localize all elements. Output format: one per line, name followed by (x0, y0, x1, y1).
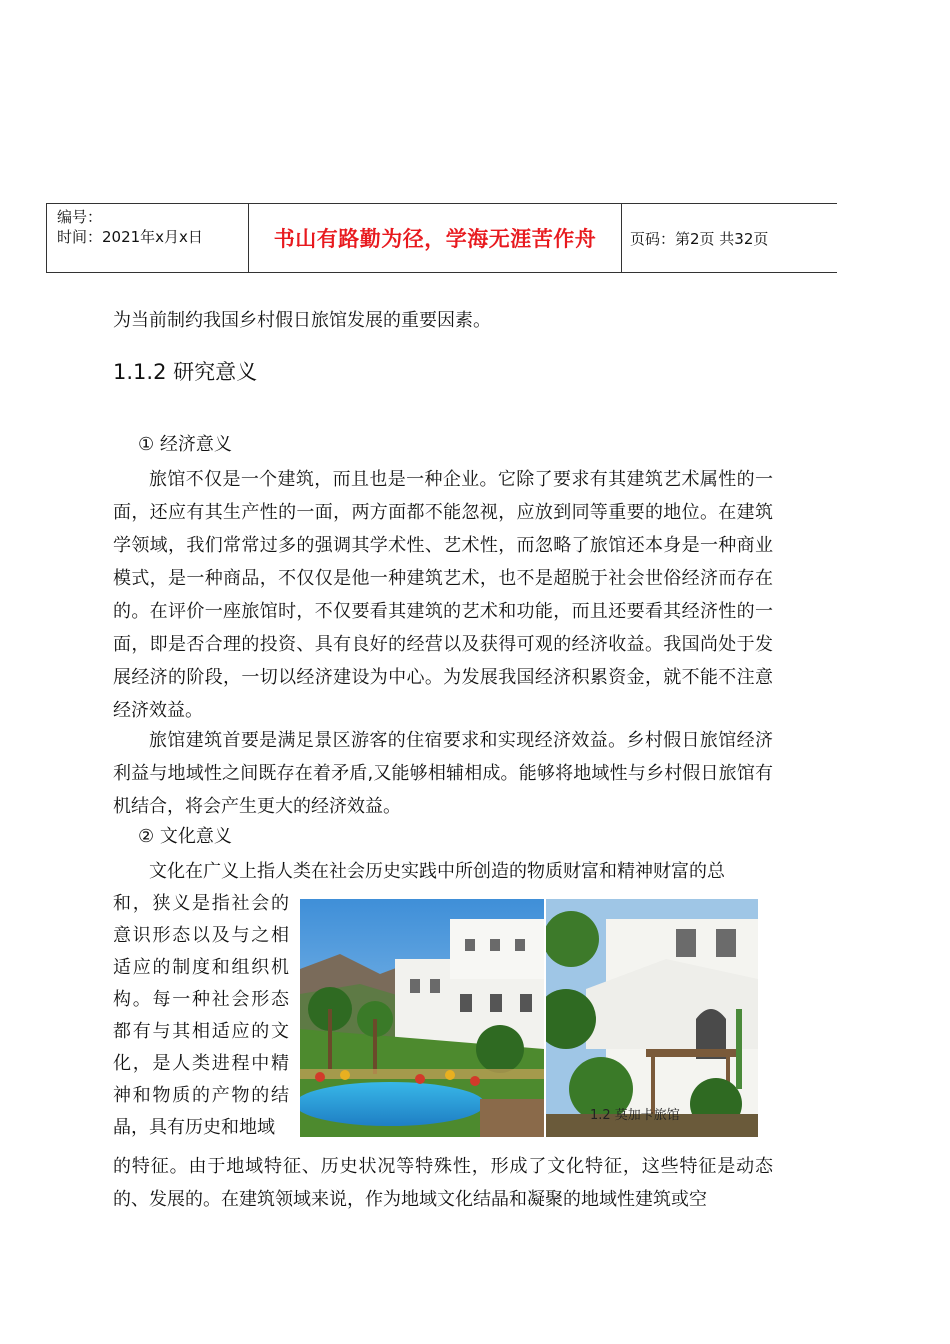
doc-time-label: 时间：2021年x月x日 (57, 228, 203, 246)
text-line-continuation: 为当前制约我国乡村假日旅馆发展的重要因素。 (113, 310, 491, 331)
page-info: 页码：第2页 共32页 (630, 229, 769, 248)
subheading-economic: ① 经济意义 (138, 434, 232, 455)
paragraph-economic-2: 旅馆建筑首要是满足景区游客的住宿要求和实现经济效益。乡村假日旅馆经济利益与地域性之间既存在着矛盾,又能够相辅相成。能够将地域性与乡村假日旅馆有机结合，将会产生更大的经济效益。 (113, 730, 773, 817)
hotel-photo-courtyard (546, 899, 758, 1137)
header-table (46, 203, 837, 273)
doc-number-label: 编号： (57, 208, 103, 226)
hotel-photo-resort (300, 899, 544, 1137)
paragraph-cultural-tail: 的特征。由于地域特征、历史状况等特殊性，形成了文化特征，这些特征是动态的、发展的。在建筑领域来说，作为地域文化结晶和凝聚的地域性建筑或空 (113, 1156, 773, 1210)
header-right-cell (622, 204, 837, 272)
subheading-cultural: ② 文化意义 (138, 826, 232, 847)
paragraph-cultural-first-line: 文化在广义上指人类在社会历史实践中所创造的物质财富和精神财富的总 (149, 861, 725, 882)
header-motto: 书山有路勤为径，学海无涯苦作舟 (273, 227, 597, 251)
section-heading: 1.1.2 研究意义 (113, 360, 258, 384)
figure-caption: 1.2 莫加卡旅馆 (590, 1108, 680, 1123)
paragraph-cultural-wrapped: 和，狭义是指社会的意识形态以及与之相适应的制度和组织机构。每一种社会形态都有与其相适应的文化，是人类进程中精神和物质的产物的结晶，具有历史和地域 (113, 893, 289, 1138)
header-left-cell (47, 204, 249, 272)
paragraph-economic-1: 旅馆不仅是一个建筑，而且也是一种企业。它除了要求有其建筑艺术属性的一面，还应有其生产性的一面，两方面都不能忽视，应放到同等重要的地位。在建筑学领域，我们常常过多的强调其学术性、艺术性，而忽略了旅馆还本身是一种商业模式，是一种商品，不仅仅是他一种建筑艺术，也不是超脱于社会世俗经济而存在的。在评价一座旅馆时，不仅要看其建筑的艺术和功能，而且还要看其经济性的一面，即是否合理的投资、具有良好的经营以及获得可观的经济收益。我国尚处于发展经济的阶段，一切以经济建设为中心。为发展我国经济积累资金，就不能不注意经济效益。 (113, 469, 773, 721)
header-middle-cell (249, 204, 622, 272)
